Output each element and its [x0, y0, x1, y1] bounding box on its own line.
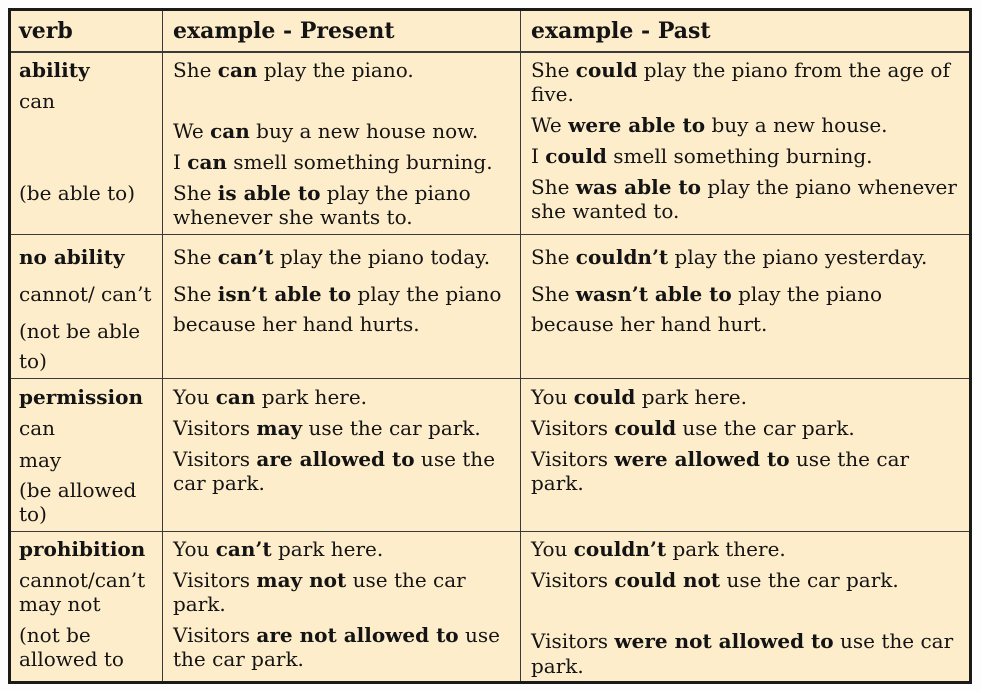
- example-text: Visitors: [531, 447, 615, 471]
- example-text: Visitors: [173, 447, 257, 471]
- example-text: park here.: [271, 537, 384, 561]
- modal-verbs-table: [8, 8, 972, 684]
- example-text: because her hand hurt.: [531, 312, 768, 336]
- modal-verb-highlight: were not allowed to: [614, 629, 834, 653]
- past-example: [531, 416, 855, 440]
- example-text: You: [531, 537, 574, 561]
- example-text: five.: [531, 82, 574, 106]
- row-divider: [11, 234, 969, 235]
- past-example: [531, 245, 927, 269]
- verb-form: can: [19, 416, 56, 440]
- past-example: [531, 175, 957, 199]
- verb-category-no-ability: no ability: [19, 245, 125, 269]
- example-text: You: [173, 537, 216, 561]
- example-text: park.: [173, 592, 226, 616]
- modal-verb-highlight: could: [573, 385, 636, 409]
- modal-verb-highlight: could: [614, 416, 677, 440]
- example-text: play the piano from the age of: [637, 58, 950, 82]
- verb-form: allowed to: [19, 647, 124, 671]
- example-text: play the piano yesterday.: [668, 245, 928, 269]
- example-text: buy a new house now.: [249, 119, 479, 143]
- header-verb: verb: [19, 18, 73, 44]
- example-text: car park.: [173, 471, 265, 495]
- present-example: [173, 447, 495, 471]
- modal-verb-highlight: may not: [256, 568, 347, 592]
- example-text: smell something burning.: [606, 144, 873, 168]
- present-example: [173, 385, 367, 409]
- example-text: play the piano today.: [273, 245, 491, 269]
- header-divider: [11, 51, 969, 53]
- modal-verb-highlight: were allowed to: [614, 447, 790, 471]
- present-example: [173, 537, 383, 561]
- example-text: park here.: [635, 385, 747, 409]
- example-text: whenever she wants to.: [173, 205, 413, 229]
- example-text: park here.: [255, 385, 368, 409]
- example-text: Visitors: [531, 568, 615, 592]
- modal-verb-highlight: was able to: [575, 175, 701, 199]
- present-example: [173, 119, 478, 143]
- example-text: She: [531, 58, 576, 82]
- past-example: [531, 113, 888, 137]
- past-example: [531, 58, 950, 82]
- modal-verb-highlight: could: [575, 58, 638, 82]
- verb-form: (not be: [19, 623, 91, 647]
- modal-verb-highlight: could not: [614, 568, 721, 592]
- present-example: [173, 150, 493, 174]
- example-text: use the car park.: [302, 416, 481, 440]
- present-example: [173, 471, 265, 495]
- example-text: Visitors: [173, 416, 257, 440]
- present-example: [173, 647, 304, 671]
- example-text: play the piano: [320, 181, 471, 205]
- verb-category-prohibition: prohibition: [19, 537, 146, 561]
- modal-verb-highlight: can: [217, 58, 258, 82]
- present-example: [173, 245, 490, 269]
- verb-form: (be allowed: [19, 478, 137, 502]
- verb-form: (be able to): [19, 181, 135, 205]
- present-example: [173, 416, 481, 440]
- example-text: use the car: [346, 568, 466, 592]
- example-text: You: [173, 385, 216, 409]
- row-divider: [11, 531, 969, 532]
- past-example: [531, 282, 882, 306]
- column-divider: [162, 11, 163, 681]
- example-text: she wanted to.: [531, 199, 680, 223]
- verb-form: cannot/can’t: [19, 568, 146, 592]
- present-example: [173, 592, 226, 616]
- verb-form: (not be able: [19, 319, 141, 343]
- modal-verb-highlight: couldn’t: [573, 537, 667, 561]
- example-text: the car park.: [173, 647, 304, 671]
- example-text: park.: [531, 654, 584, 678]
- example-text: park.: [531, 471, 584, 495]
- example-text: park there.: [666, 537, 786, 561]
- example-text: use the car park.: [720, 568, 899, 592]
- column-divider: [520, 11, 521, 681]
- past-example: [531, 568, 899, 592]
- modal-verb-highlight: can: [187, 150, 227, 174]
- verb-form: may not: [19, 592, 101, 616]
- modal-verb-highlight: could: [545, 144, 607, 168]
- row-divider: [11, 378, 969, 379]
- modal-verb-highlight: wasn’t able to: [575, 282, 732, 306]
- present-example: [173, 568, 466, 592]
- example-text: use the car: [789, 447, 910, 471]
- example-text: You: [531, 385, 574, 409]
- example-text: She: [531, 282, 576, 306]
- example-text: Visitors: [531, 629, 615, 653]
- example-text: Visitors: [173, 568, 257, 592]
- modal-verb-highlight: can’t: [215, 537, 272, 561]
- present-example: [173, 312, 420, 336]
- example-text: She: [173, 58, 218, 82]
- example-text: We: [531, 113, 569, 137]
- present-example: [173, 205, 413, 229]
- past-example: [531, 629, 953, 653]
- example-text: play the piano.: [257, 58, 414, 82]
- past-example: [531, 385, 747, 409]
- example-text: smell something burning.: [226, 150, 493, 174]
- example-text: use the: [414, 447, 496, 471]
- example-text: She: [531, 175, 576, 199]
- example-text: play the piano: [351, 282, 502, 306]
- modal-verb-highlight: isn’t able to: [217, 282, 352, 306]
- example-text: use the car park.: [676, 416, 855, 440]
- past-example: [531, 312, 767, 336]
- example-text: buy a new house.: [705, 113, 888, 137]
- verb-form: to): [19, 502, 47, 526]
- verb-form: to): [19, 349, 47, 373]
- example-text: I: [173, 150, 188, 174]
- modal-verb-highlight: can: [215, 385, 256, 409]
- modal-verb-highlight: can’t: [217, 245, 274, 269]
- past-example: [531, 471, 584, 495]
- verb-form: may: [19, 448, 62, 472]
- example-text: She: [173, 282, 218, 306]
- modal-verb-highlight: can: [210, 119, 250, 143]
- example-text: She: [173, 181, 218, 205]
- example-text: use the car: [833, 629, 954, 653]
- modal-verb-highlight: couldn’t: [575, 245, 669, 269]
- example-text: We: [173, 119, 211, 143]
- verb-category-permission: permission: [19, 385, 144, 409]
- modal-verb-highlight: were able to: [568, 113, 706, 137]
- example-text: She: [531, 245, 576, 269]
- present-example: [173, 181, 471, 205]
- past-example: [531, 447, 909, 471]
- verb-category-ability: ability: [19, 58, 90, 82]
- modal-verb-highlight: are allowed to: [256, 447, 415, 471]
- present-example: [173, 623, 500, 647]
- verb-form: can: [19, 89, 56, 113]
- modal-verb-highlight: is able to: [217, 181, 321, 205]
- verb-form: cannot/ can’t: [19, 282, 152, 306]
- example-text: Visitors: [531, 416, 615, 440]
- example-text: I: [531, 144, 546, 168]
- past-example: [531, 654, 584, 678]
- header-past: example - Past: [531, 18, 711, 44]
- header-present: example - Present: [173, 18, 395, 44]
- present-example: [173, 282, 501, 306]
- example-text: play the piano whenever: [701, 175, 957, 199]
- example-text: Visitors: [173, 623, 257, 647]
- example-text: because her hand hurts.: [173, 312, 420, 336]
- example-text: use: [458, 623, 500, 647]
- past-example: [531, 537, 786, 561]
- present-example: [173, 58, 414, 82]
- past-example: [531, 82, 574, 106]
- modal-verb-highlight: may: [256, 416, 303, 440]
- example-text: She: [173, 245, 218, 269]
- modal-verb-highlight: are not allowed to: [256, 623, 459, 647]
- example-text: play the piano: [731, 282, 883, 306]
- past-example: [531, 144, 873, 168]
- past-example: [531, 199, 679, 223]
